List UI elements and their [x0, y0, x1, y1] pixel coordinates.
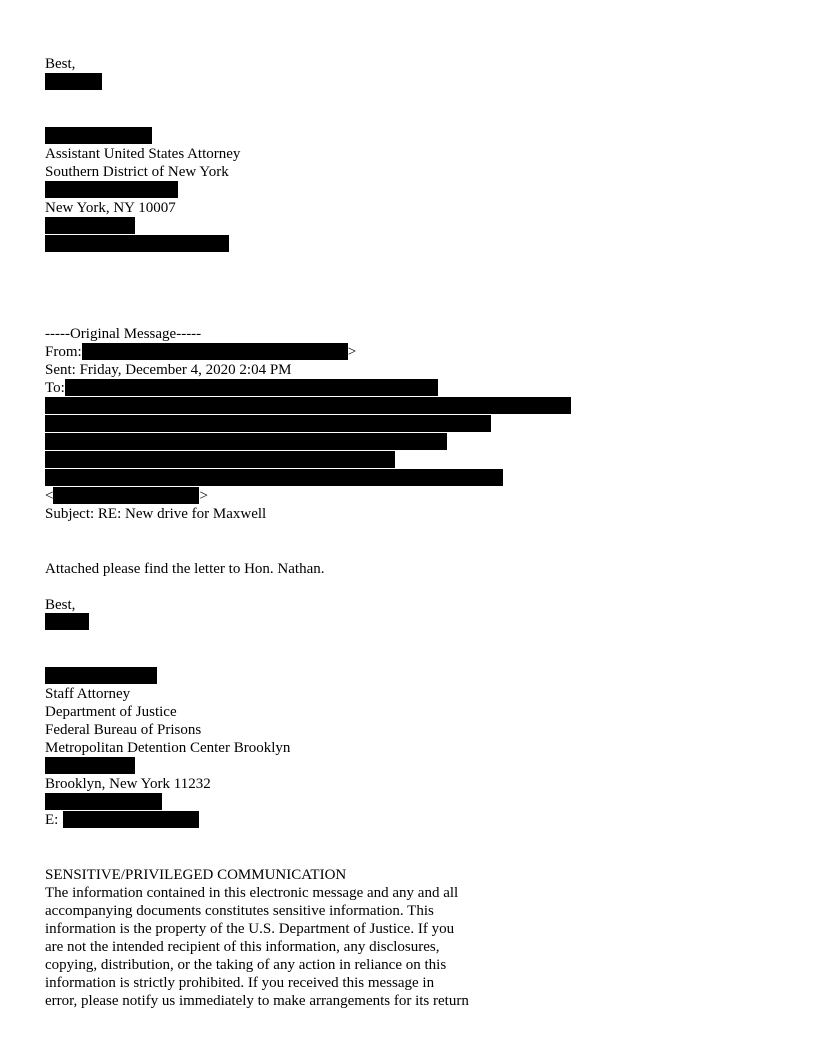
message-body: Attached please find the letter to Hon. Nathan.	[45, 561, 325, 577]
signature-title-2: Staff Attorney	[45, 686, 131, 702]
redaction-signer-name-1	[45, 127, 152, 144]
redaction-phone-1	[45, 217, 135, 234]
redaction-recipient-line-6	[45, 469, 503, 486]
redaction-recipient-line-5	[45, 451, 395, 468]
redaction-sender-name-1	[45, 73, 102, 90]
to-line	[45, 379, 438, 397]
from-label: From:	[45, 344, 82, 360]
email-label: E:	[45, 812, 59, 828]
redaction-recipient-line-2	[45, 397, 571, 414]
original-message-divider: -----Original Message-----	[45, 326, 202, 342]
redaction-to-address	[53, 487, 199, 504]
subject-line: Subject: RE: New drive for Maxwell	[45, 506, 267, 522]
signature-city-2: Brooklyn, New York 11232	[45, 776, 211, 792]
signature-bureau-2: Federal Bureau of Prisons	[45, 722, 202, 738]
notice-line: accompanying documents constitutes sensitive information. This	[45, 903, 434, 919]
signature-city-1: New York, NY 10007	[45, 200, 176, 216]
redaction-phone-2	[45, 793, 162, 810]
notice-line: information is strictly prohibited. If you received this message in	[45, 975, 435, 991]
from-suffix: >	[347, 344, 357, 360]
notice-line: are not the intended recipient of this information, any disclosures,	[45, 939, 440, 955]
redaction-from-address	[82, 343, 348, 360]
to-open-bracket: <	[45, 488, 54, 504]
notice-paragraph	[45, 884, 505, 1010]
redaction-sender-name-2	[45, 613, 89, 630]
notice-line: information is the property of the U.S. Department of Justice. If you	[45, 921, 455, 937]
redaction-address-2	[45, 757, 135, 774]
notice-line: copying, distribution, or the taking of any action in reliance on this	[45, 957, 447, 973]
sent-line: Sent: Friday, December 4, 2020 2:04 PM	[45, 362, 292, 378]
closing-best-2: Best,	[45, 597, 76, 613]
redaction-recipient-line-4	[45, 433, 447, 450]
notice-line: error, please notify us immediately to make arrangements for its return	[45, 993, 469, 1009]
to-label: To:	[45, 380, 65, 396]
to-close-bracket: >	[199, 488, 208, 504]
redaction-to-recipients	[65, 379, 438, 396]
notice-line: The information contained in this electronic message and any and all	[45, 885, 459, 901]
signature-title-1: Assistant United States Attorney	[45, 146, 241, 162]
signature-office-1: Southern District of New York	[45, 164, 229, 180]
redaction-signer-name-2	[45, 667, 157, 684]
from-line	[45, 343, 356, 361]
redaction-email-2	[63, 811, 199, 828]
redaction-email-1	[45, 235, 229, 252]
signature-department-2: Department of Justice	[45, 704, 177, 720]
email-line-2	[45, 811, 58, 829]
signature-facility-2: Metropolitan Detention Center Brooklyn	[45, 740, 291, 756]
redaction-recipient-line-3	[45, 415, 491, 432]
closing-best-1: Best,	[45, 56, 76, 72]
redaction-address-1	[45, 181, 178, 198]
to-address-line	[45, 487, 208, 505]
notice-heading: SENSITIVE/PRIVILEGED COMMUNICATION	[45, 867, 347, 883]
